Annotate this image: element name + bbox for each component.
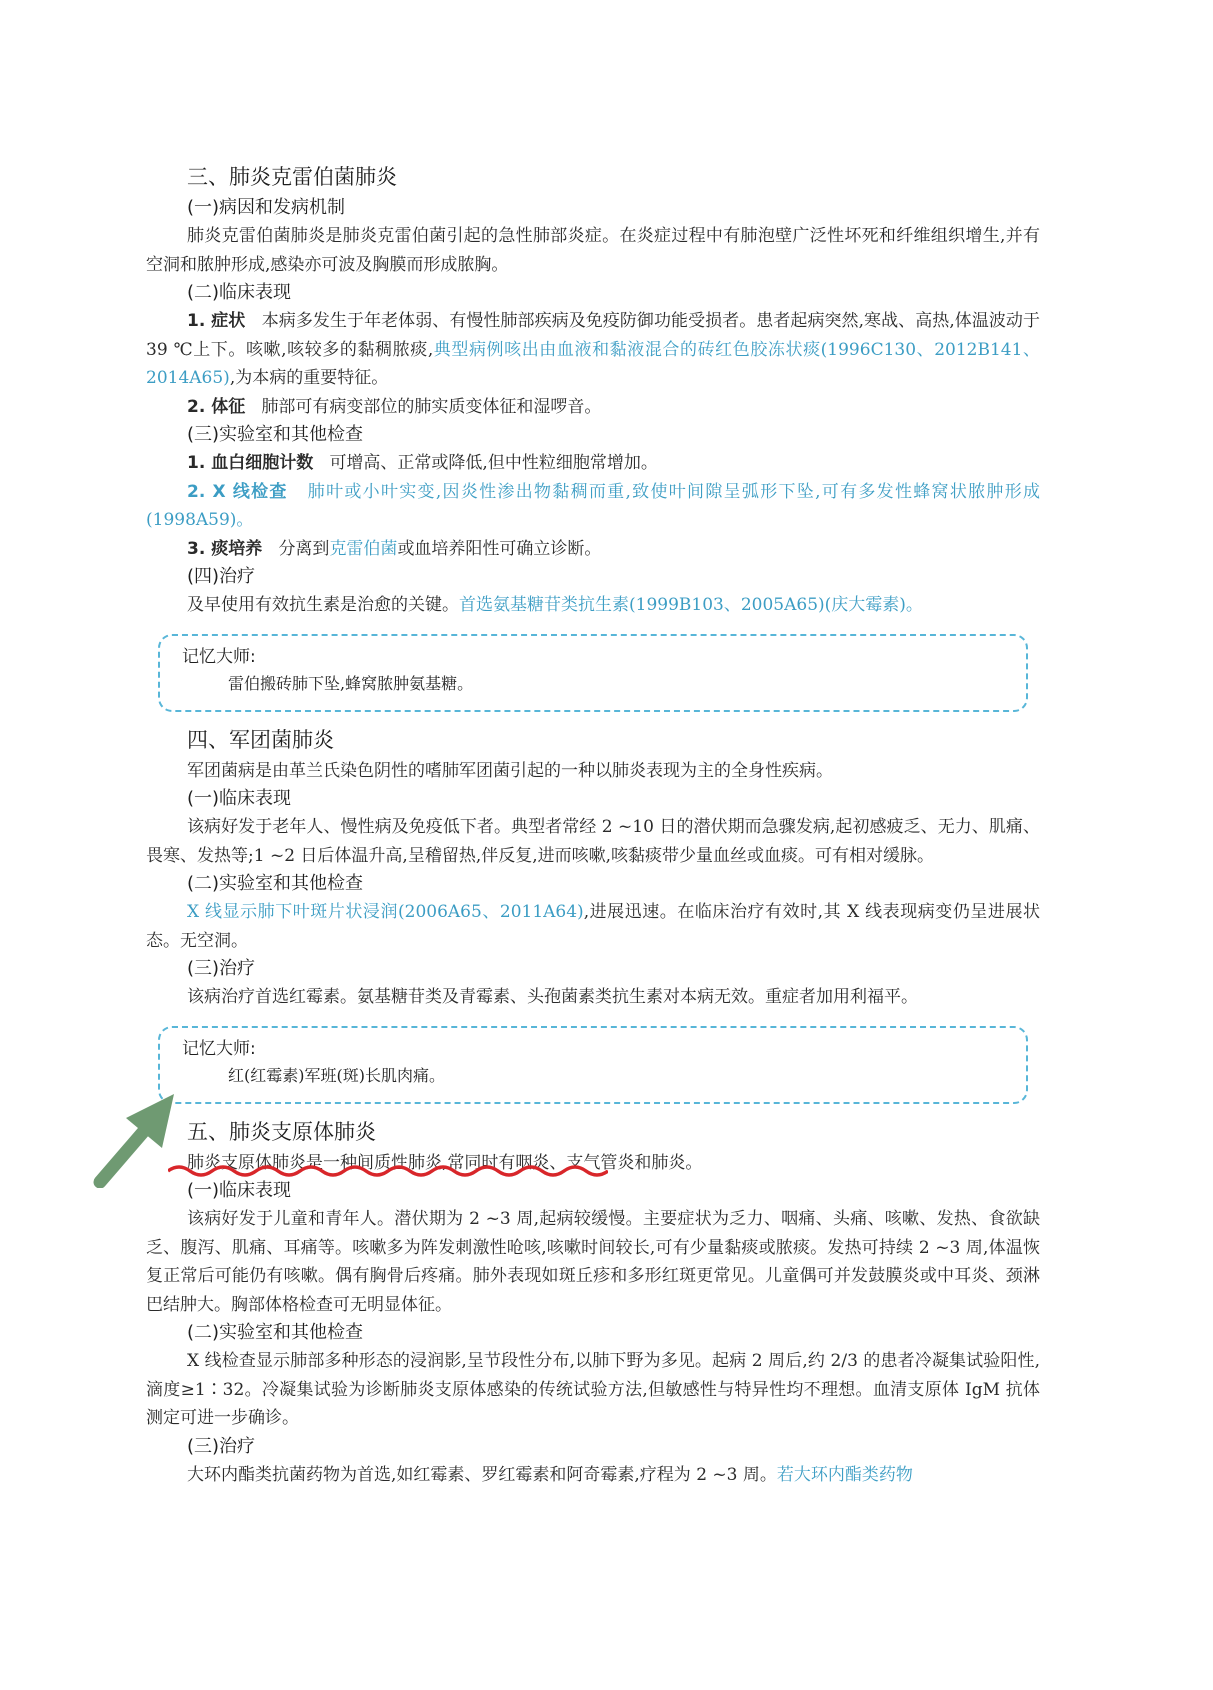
paragraph-intro: 肺炎支原体肺炎是一种间质性肺炎,常同时有咽炎、支气管炎和肺炎。 — [187, 1152, 703, 1173]
paragraph-treatment: 该病治疗首选红霉素。氨基糖苷类及青霉素、头孢菌素类抗生素对本病无效。重症者加用利福平。 — [187, 987, 918, 1007]
paragraph-sign — [146, 393, 1040, 422]
highlight-lab: X 线显示肺下叶斑片状浸润(2006A65、2011A64) — [187, 902, 584, 922]
paragraph-xray — [146, 478, 1040, 535]
label-xray: 2. X 线检查 — [187, 481, 288, 502]
heading-treatment: (三)治疗 — [187, 958, 256, 979]
text-sign: 肺部可有病变部位的肺实质变体征和湿啰音。 — [261, 396, 602, 417]
label-sign: 2. 体征 — [187, 396, 246, 417]
text-symptom-tail: ,为本病的重要特征。 — [229, 368, 389, 388]
heading-clinical: (一)临床表现 — [187, 1180, 292, 1201]
text-xray: 肺叶或小叶实变,因炎性渗出物黏稠而重,致使叶间隙呈弧形下坠,可有多发性蜂窝状脓肿形成(1998A59)。 — [146, 481, 1040, 530]
highlight-symptom: 典型病例咳出由血液和黏液混合的砖红色胶冻状痰(1996C130、2012B141、2014A65) — [146, 339, 1040, 388]
section-3-title: 三、肺炎克雷伯菌肺炎 — [187, 165, 397, 189]
paragraph-etiology: 肺炎克雷伯菌肺炎是肺炎克雷伯菌引起的急性肺部炎症。在炎症过程中有肺泡壁广泛性坏死和纤维组织增生,并有空洞和脓肿形成,感染亦可波及胸膜而形成脓胸。 — [146, 226, 1040, 275]
text-lab: ,进展迅速。在临床治疗有效时,其 X 线表现病变仍呈进展状态。无空洞。 — [146, 902, 1040, 951]
paragraph-lab — [146, 898, 1040, 955]
paragraph-lab: X 线检查显示肺部多种形态的浸润影,呈节段性分布,以肺下野为多见。起病 2 周后,约 2/3 的患者冷凝集试验阳性,滴度≥1∶32。冷凝集试验为诊断肺炎支原体感染的传统试验方法,但敏感性与特异性均不理想。血清支原体 IgM 抗体测定可进一步确诊。 — [146, 1351, 1040, 1428]
heading-treatment: (三)治疗 — [187, 1435, 256, 1457]
paragraph-culture — [146, 535, 1040, 564]
memory-box-title: 记忆大师: — [182, 1038, 256, 1059]
heading-treatment: (四)治疗 — [187, 566, 256, 587]
document-body — [146, 163, 1040, 1489]
paragraph-clinical: 该病好发于老年人、慢性病及免疫低下者。典型者常经 2 ~10 日的潜伏期而急骤发病,起初感疲乏、无力、肌痛、畏寒、发热等;1 ~2 日后体温升高,呈稽留热,伴反复,进而咳嗽,咳黏痰带少量血丝或血痰。可有相对缓脉。 — [146, 817, 1040, 866]
heading-clinical: (一)临床表现 — [187, 788, 292, 809]
paragraph-clinical: 该病好发于儿童和青年人。潜伏期为 2 ~3 周,起病较缓慢。主要症状为乏力、咽痛、头痛、咳嗽、发热、食欲缺乏、腹泻、肌痛、耳痛等。咳嗽多为阵发刺激性呛咳,咳嗽时间较长,可有少量黏痰或脓痰。发热可持续 2 ~3 周,体温恢复正常后可能仍有咳嗽。偶有胸骨后疼痛。肺外表现如斑丘疹和多形红斑更常见。儿童偶可并发鼓膜炎或中耳炎、颈淋巴结肿大。胸部体格检查可无明显体征。 — [146, 1209, 1040, 1315]
highlight-treatment: 首选氨基糖苷类抗生素(1999B103、2005A65)(庆大霉素)。 — [459, 595, 923, 615]
label-culture: 3. 痰培养 — [187, 538, 263, 559]
heading-lab: (二)实验室和其他检查 — [187, 873, 364, 894]
heading-clinical: (二)临床表现 — [187, 282, 292, 303]
text-treatment: 大环内酯类抗菌药物为首选,如红霉素、罗红霉素和阿奇霉素,疗程为 2 ~3 周。 — [187, 1464, 777, 1485]
paragraph-treatment — [146, 591, 1040, 620]
text-symptom: 本病多发生于年老体弱、有慢性肺部疾病及免疫防御功能受损者。患者起病突然,寒战、高热,体温波动于 39 ℃上下。咳嗽,咳较多的黏稠脓痰, — [146, 311, 1040, 360]
label-symptom: 1. 症状 — [187, 311, 246, 331]
paragraph-wbc — [146, 449, 1040, 478]
paragraph-intro: 军团菌病是由革兰氏染色阴性的嗜肺军团菌引起的一种以肺炎表现为主的全身性疾病。 — [187, 760, 833, 781]
section-5-title: 五、肺炎支原体肺炎 — [187, 1119, 376, 1144]
section-4-title: 四、军团菌肺炎 — [187, 727, 334, 752]
memory-box-text: 雷伯搬砖肺下坠,蜂窝脓肿氨基糖。 — [228, 673, 474, 693]
label-wbc: 1. 血白细胞计数 — [187, 453, 314, 473]
highlight-culture: 克雷伯菌 — [329, 538, 398, 559]
memory-box-2 — [158, 1026, 1028, 1104]
paragraph-treatment — [146, 1461, 1040, 1490]
paragraph-symptom — [146, 307, 1040, 393]
text-treatment: 及早使用有效抗生素是治愈的关键。 — [187, 595, 459, 615]
memory-box-title: 记忆大师: — [182, 646, 256, 667]
heading-lab: (二)实验室和其他检查 — [187, 1322, 364, 1343]
memory-box-text: 红(红霉素)军班(斑)长肌肉痛。 — [228, 1065, 445, 1085]
text-wbc: 可增高、正常或降低,但中性粒细胞常增加。 — [329, 453, 658, 473]
heading-etiology: (一)病因和发病机制 — [187, 197, 346, 218]
highlight-treatment: 若大环内酯类药物 — [776, 1464, 913, 1485]
text-culture-tail: 或血培养阳性可确立诊断。 — [397, 538, 602, 559]
text-culture: 分离到 — [278, 538, 330, 559]
heading-lab: (三)实验室和其他检查 — [187, 424, 364, 445]
memory-box-1 — [158, 634, 1028, 712]
wavy-underline-icon — [168, 1161, 608, 1181]
